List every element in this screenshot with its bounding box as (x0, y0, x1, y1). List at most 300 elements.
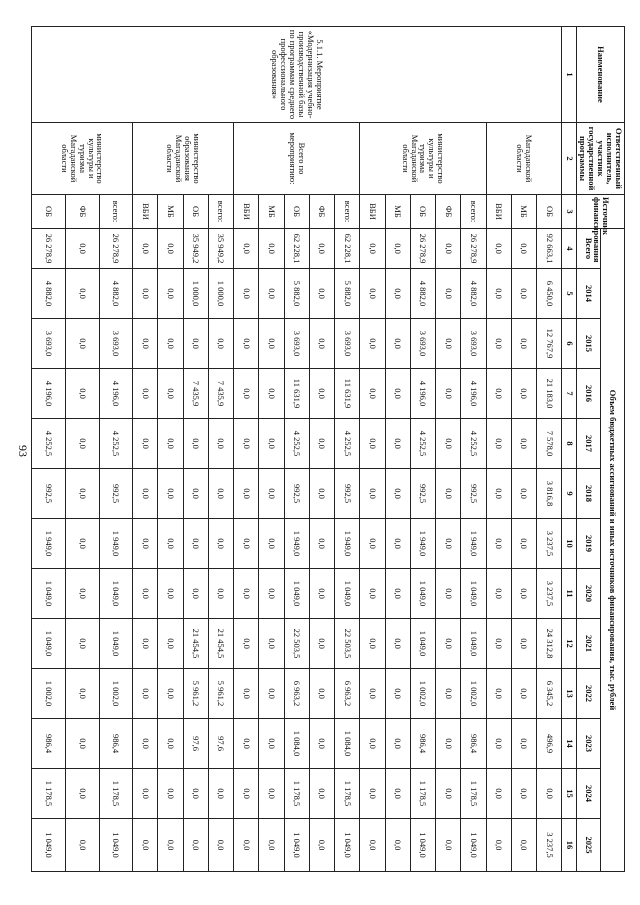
value-cell: 1 049,0 (410, 569, 435, 619)
index-cell: 11 (562, 569, 577, 619)
value-cell: 0,0 (436, 419, 461, 469)
value-cell: 0,0 (360, 769, 385, 819)
value-cell: 6 963,2 (284, 669, 309, 719)
value-cell: 0,0 (133, 419, 158, 469)
value-cell: 5 882,0 (284, 269, 309, 319)
value-cell: 1 049,0 (32, 619, 66, 669)
header-year: 2021 (577, 619, 601, 669)
value-cell: 0,0 (511, 569, 536, 619)
source-cell: всего: (208, 195, 233, 229)
value-cell: 992,5 (335, 469, 360, 519)
value-cell: 0,0 (385, 719, 410, 769)
header-total: Всего (577, 229, 601, 269)
value-cell: 0,0 (65, 569, 99, 619)
value-cell: 0,0 (65, 419, 99, 469)
total-cell: 26 278,9 (99, 229, 133, 269)
value-cell: 0,0 (234, 569, 259, 619)
value-cell: 986,4 (32, 719, 66, 769)
value-cell: 3 693,0 (461, 319, 486, 369)
value-cell: 0,0 (133, 719, 158, 769)
value-cell: 0,0 (511, 419, 536, 469)
value-cell: 0,0 (65, 269, 99, 319)
header-source: Источник финансирования (577, 195, 625, 229)
value-cell: 0,0 (309, 319, 334, 369)
value-cell: 1 949,0 (461, 519, 486, 569)
value-cell: 0,0 (158, 319, 183, 369)
value-cell: 3 237,5 (537, 569, 562, 619)
value-cell: 1 049,0 (32, 819, 66, 872)
index-cell: 10 (562, 519, 577, 569)
value-cell: 0,0 (158, 269, 183, 319)
value-cell: 4 252,5 (410, 419, 435, 469)
value-cell: 0,0 (486, 469, 511, 519)
header-name: Наименование (577, 27, 625, 123)
value-cell: 0,0 (511, 769, 536, 819)
value-cell: 0,0 (158, 619, 183, 669)
total-cell: 0,0 (486, 229, 511, 269)
value-cell: 0,0 (486, 319, 511, 369)
value-cell: 4 252,5 (461, 419, 486, 469)
value-cell: 0,0 (360, 469, 385, 519)
value-cell: 1 049,0 (335, 819, 360, 872)
value-cell: 0,0 (133, 469, 158, 519)
index-cell: 13 (562, 669, 577, 719)
index-cell: 5 (562, 269, 577, 319)
header-year: 2015 (577, 319, 601, 369)
value-cell: 0,0 (234, 269, 259, 319)
source-cell: МБ (259, 195, 284, 229)
index-cell: 1 (562, 27, 577, 123)
value-cell: 21 183,0 (537, 369, 562, 419)
value-cell: 0,0 (234, 719, 259, 769)
value-cell: 0,0 (65, 319, 99, 369)
source-cell: ВБИ (234, 195, 259, 229)
value-cell: 0,0 (158, 769, 183, 819)
index-cell: 2 (562, 123, 577, 195)
value-cell: 0,0 (183, 469, 208, 519)
source-cell: МБ (385, 195, 410, 229)
table-row (99, 27, 133, 872)
value-cell: 97,6 (208, 719, 233, 769)
value-cell: 0,0 (259, 719, 284, 769)
value-cell: 7 435,9 (183, 369, 208, 419)
source-cell: ФБ (65, 195, 99, 229)
value-cell: 6 345,2 (537, 669, 562, 719)
value-cell: 0,0 (385, 669, 410, 719)
index-cell: 6 (562, 319, 577, 369)
value-cell: 5 961,2 (183, 669, 208, 719)
value-cell: 1 049,0 (99, 619, 133, 669)
value-cell: 0,0 (436, 569, 461, 619)
value-cell: 0,0 (309, 519, 334, 569)
value-cell: 0,0 (183, 319, 208, 369)
value-cell: 3 693,0 (284, 319, 309, 369)
value-cell: 992,5 (284, 469, 309, 519)
value-cell: 0,0 (309, 419, 334, 469)
total-cell: 0,0 (65, 229, 99, 269)
value-cell: 3 693,0 (99, 319, 133, 369)
value-cell: 0,0 (309, 369, 334, 419)
index-cell: 3 (562, 195, 577, 229)
value-cell: 0,0 (65, 819, 99, 872)
source-cell: ФБ (436, 195, 461, 229)
total-cell: 62 228,1 (284, 229, 309, 269)
value-cell: 1 178,5 (99, 769, 133, 819)
value-cell: 0,0 (385, 769, 410, 819)
value-cell: 1 049,0 (99, 819, 133, 872)
value-cell: 0,0 (234, 669, 259, 719)
value-cell: 0,0 (158, 569, 183, 619)
value-cell: 0,0 (511, 269, 536, 319)
source-cell: ОБ (410, 195, 435, 229)
index-cell: 8 (562, 419, 577, 469)
value-cell: 0,0 (259, 519, 284, 569)
executor-cell: Магаданской области (486, 123, 562, 195)
value-cell: 11 631,9 (335, 369, 360, 419)
value-cell: 4 196,0 (99, 369, 133, 419)
value-cell: 0,0 (385, 419, 410, 469)
value-cell: 496,9 (537, 719, 562, 769)
value-cell: 3 237,5 (537, 519, 562, 569)
value-cell: 0,0 (486, 569, 511, 619)
value-cell: 6 963,2 (335, 669, 360, 719)
value-cell: 0,0 (385, 319, 410, 369)
total-cell: 26 278,9 (461, 229, 486, 269)
value-cell: 0,0 (309, 819, 334, 872)
value-cell: 0,0 (259, 369, 284, 419)
value-cell: 0,0 (486, 419, 511, 469)
index-cell: 9 (562, 469, 577, 519)
header-year: 2019 (577, 519, 601, 569)
value-cell: 1 000,0 (208, 269, 233, 319)
executor-cell: министерство культуры и туризма Магаданской области (360, 123, 486, 195)
value-cell: 0,0 (234, 419, 259, 469)
index-cell: 15 (562, 769, 577, 819)
value-cell: 1 049,0 (461, 569, 486, 619)
header-year: 2014 (577, 269, 601, 319)
table-row (208, 27, 233, 872)
value-cell: 0,0 (259, 319, 284, 369)
value-cell: 21 454,5 (208, 619, 233, 669)
value-cell: 1 049,0 (32, 569, 66, 619)
index-cell: 4 (562, 229, 577, 269)
total-cell: 0,0 (158, 229, 183, 269)
table-row (537, 27, 562, 872)
table-row (461, 27, 486, 872)
value-cell: 0,0 (208, 769, 233, 819)
value-cell: 0,0 (360, 269, 385, 319)
value-cell: 4 196,0 (461, 369, 486, 419)
value-cell: 0,0 (486, 369, 511, 419)
value-cell: 0,0 (133, 669, 158, 719)
value-cell: 0,0 (309, 569, 334, 619)
total-cell: 0,0 (385, 229, 410, 269)
total-cell: 26 278,9 (410, 229, 435, 269)
value-cell: 0,0 (208, 569, 233, 619)
value-cell: 0,0 (309, 719, 334, 769)
source-cell: ОБ (537, 195, 562, 229)
value-cell: 24 312,8 (537, 619, 562, 669)
value-cell: 0,0 (385, 819, 410, 872)
value-cell: 0,0 (259, 619, 284, 669)
value-cell: 0,0 (234, 469, 259, 519)
table-row (335, 27, 360, 872)
value-cell: 0,0 (158, 369, 183, 419)
value-cell: 0,0 (385, 269, 410, 319)
value-cell: 0,0 (65, 719, 99, 769)
value-cell: 992,5 (410, 469, 435, 519)
value-cell: 0,0 (360, 419, 385, 469)
value-cell: 0,0 (234, 319, 259, 369)
value-cell: 0,0 (360, 619, 385, 669)
value-cell: 0,0 (360, 819, 385, 872)
value-cell: 97,6 (183, 719, 208, 769)
value-cell: 1 178,5 (410, 769, 435, 819)
value-cell: 4 252,5 (32, 419, 66, 469)
value-cell: 22 503,5 (335, 619, 360, 669)
value-cell: 0,0 (234, 369, 259, 419)
total-cell: 0,0 (360, 229, 385, 269)
executor-cell: министерство культуры и туризма Магаданской области (32, 123, 133, 195)
rotated-page (44, 26, 625, 871)
value-cell: 0,0 (385, 469, 410, 519)
value-cell: 0,0 (436, 769, 461, 819)
value-cell: 4 196,0 (32, 369, 66, 419)
value-cell: 11 631,9 (284, 369, 309, 419)
value-cell: 0,0 (158, 719, 183, 769)
value-cell: 0,0 (309, 469, 334, 519)
value-cell: 1 049,0 (284, 819, 309, 872)
source-cell: ОБ (32, 195, 66, 229)
total-cell: 0,0 (133, 229, 158, 269)
total-cell: 0,0 (436, 229, 461, 269)
source-cell: ВБИ (486, 195, 511, 229)
value-cell: 0,0 (65, 519, 99, 569)
value-cell: 1 049,0 (335, 569, 360, 619)
value-cell: 0,0 (158, 669, 183, 719)
value-cell: 1 002,0 (32, 669, 66, 719)
value-cell: 0,0 (360, 519, 385, 569)
value-cell: 0,0 (234, 619, 259, 669)
source-cell: всего: (335, 195, 360, 229)
value-cell: 0,0 (385, 619, 410, 669)
value-cell: 0,0 (259, 269, 284, 319)
value-cell: 7 578,0 (537, 419, 562, 469)
source-cell: всего: (461, 195, 486, 229)
total-cell: 35 949,2 (183, 229, 208, 269)
value-cell: 0,0 (511, 619, 536, 669)
value-cell: 1 949,0 (99, 519, 133, 569)
value-cell: 0,0 (133, 569, 158, 619)
source-cell: ФБ (309, 195, 334, 229)
value-cell: 0,0 (486, 769, 511, 819)
value-cell: 3 693,0 (410, 319, 435, 369)
value-cell: 0,0 (259, 569, 284, 619)
value-cell: 4 882,0 (461, 269, 486, 319)
value-cell: 1 949,0 (335, 519, 360, 569)
value-cell: 3 816,8 (537, 469, 562, 519)
value-cell: 0,0 (259, 419, 284, 469)
value-cell: 0,0 (208, 319, 233, 369)
index-cell: 7 (562, 369, 577, 419)
value-cell: 992,5 (461, 469, 486, 519)
source-cell: ОБ (284, 195, 309, 229)
value-cell: 0,0 (436, 669, 461, 719)
index-cell: 14 (562, 719, 577, 769)
value-cell: 1 049,0 (284, 569, 309, 619)
value-cell: 1 949,0 (410, 519, 435, 569)
value-cell: 1 178,5 (32, 769, 66, 819)
value-cell: 4 252,5 (284, 419, 309, 469)
value-cell: 1 049,0 (99, 569, 133, 619)
value-cell: 0,0 (436, 469, 461, 519)
value-cell: 4 882,0 (32, 269, 66, 319)
value-cell: 0,0 (259, 669, 284, 719)
value-cell: 0,0 (259, 469, 284, 519)
header-year: 2022 (577, 669, 601, 719)
value-cell: 0,0 (183, 769, 208, 819)
value-cell: 0,0 (158, 419, 183, 469)
header-year: 2025 (577, 819, 601, 872)
financing-table (31, 26, 625, 872)
value-cell: 5 961,2 (208, 669, 233, 719)
value-cell: 0,0 (436, 369, 461, 419)
table-body (32, 27, 577, 872)
value-cell: 0,0 (436, 719, 461, 769)
value-cell: 0,0 (436, 819, 461, 872)
value-cell: 0,0 (309, 269, 334, 319)
value-cell: 0,0 (65, 619, 99, 669)
value-cell: 0,0 (65, 669, 99, 719)
total-cell: 0,0 (309, 229, 334, 269)
value-cell: 0,0 (234, 819, 259, 872)
value-cell: 1 178,5 (461, 769, 486, 819)
value-cell: 0,0 (309, 669, 334, 719)
value-cell: 4 882,0 (410, 269, 435, 319)
value-cell: 0,0 (486, 269, 511, 319)
header-volume: Объем бюджетных ассигнований и иных источников финансирования, тыс. рублей (601, 229, 625, 872)
value-cell: 0,0 (486, 619, 511, 669)
value-cell: 992,5 (32, 469, 66, 519)
value-cell: 0,0 (436, 619, 461, 669)
value-cell: 0,0 (133, 619, 158, 669)
value-cell: 0,0 (65, 369, 99, 419)
header-year: 2020 (577, 569, 601, 619)
value-cell: 1 002,0 (461, 669, 486, 719)
value-cell: 0,0 (385, 369, 410, 419)
index-cell: 16 (562, 819, 577, 872)
total-cell: 0,0 (234, 229, 259, 269)
value-cell: 0,0 (133, 819, 158, 872)
value-cell: 0,0 (65, 769, 99, 819)
value-cell: 986,4 (99, 719, 133, 769)
value-cell: 0,0 (133, 769, 158, 819)
value-cell: 1 049,0 (461, 619, 486, 669)
value-cell: 1 949,0 (284, 519, 309, 569)
value-cell: 0,0 (183, 519, 208, 569)
value-cell: 7 435,9 (208, 369, 233, 419)
value-cell: 0,0 (436, 319, 461, 369)
header-year: 2017 (577, 419, 601, 469)
value-cell: 0,0 (511, 469, 536, 519)
value-cell: 3 693,0 (335, 319, 360, 369)
value-cell: 1 084,0 (335, 719, 360, 769)
value-cell: 0,0 (360, 319, 385, 369)
value-cell: 0,0 (259, 819, 284, 872)
value-cell: 986,4 (461, 719, 486, 769)
value-cell: 4 882,0 (99, 269, 133, 319)
value-cell: 0,0 (511, 669, 536, 719)
page-number: 93 (16, 445, 30, 457)
value-cell: 0,0 (208, 469, 233, 519)
value-cell: 1 002,0 (410, 669, 435, 719)
value-cell: 0,0 (65, 469, 99, 519)
value-cell: 0,0 (511, 819, 536, 872)
value-cell: 0,0 (511, 719, 536, 769)
value-cell: 0,0 (385, 519, 410, 569)
total-cell: 35 949,2 (208, 229, 233, 269)
value-cell: 0,0 (183, 419, 208, 469)
value-cell: 0,0 (537, 769, 562, 819)
source-cell: ВБИ (133, 195, 158, 229)
value-cell: 986,4 (410, 719, 435, 769)
measure-name: 5.1.1. Мероприятие «Модернизация учебно-производственной базы по программам среднего профессионального образования» (32, 27, 562, 123)
executor-cell: министерство образования Магаданской области (133, 123, 234, 195)
value-cell: 992,5 (99, 469, 133, 519)
value-cell: 1 949,0 (32, 519, 66, 569)
value-cell: 4 252,5 (335, 419, 360, 469)
header-year: 2023 (577, 719, 601, 769)
value-cell: 0,0 (309, 769, 334, 819)
value-cell: 0,0 (385, 569, 410, 619)
value-cell: 5 882,0 (335, 269, 360, 319)
value-cell: 1 049,0 (410, 819, 435, 872)
value-cell: 1 002,0 (99, 669, 133, 719)
value-cell: 0,0 (208, 819, 233, 872)
value-cell: 0,0 (360, 669, 385, 719)
value-cell: 0,0 (511, 519, 536, 569)
value-cell: 0,0 (436, 269, 461, 319)
value-cell: 0,0 (486, 669, 511, 719)
value-cell: 0,0 (158, 819, 183, 872)
value-cell: 0,0 (436, 519, 461, 569)
value-cell: 0,0 (208, 419, 233, 469)
source-cell: ОБ (183, 195, 208, 229)
value-cell: 4 252,5 (99, 419, 133, 469)
value-cell: 3 693,0 (32, 319, 66, 369)
value-cell: 0,0 (360, 569, 385, 619)
index-cell: 12 (562, 619, 577, 669)
total-cell: 92 663,1 (537, 229, 562, 269)
source-cell: МБ (511, 195, 536, 229)
value-cell: 0,0 (183, 569, 208, 619)
value-cell: 21 454,5 (183, 619, 208, 669)
total-cell: 62 228,1 (335, 229, 360, 269)
value-cell: 0,0 (360, 719, 385, 769)
value-cell: 1 000,0 (183, 269, 208, 319)
value-cell: 0,0 (133, 519, 158, 569)
value-cell: 0,0 (234, 769, 259, 819)
value-cell: 0,0 (309, 619, 334, 669)
value-cell: 1 178,5 (335, 769, 360, 819)
value-cell: 12 767,9 (537, 319, 562, 369)
source-cell: всего: (99, 195, 133, 229)
source-cell: ВБИ (360, 195, 385, 229)
value-cell: 3 237,5 (537, 819, 562, 872)
header-year: 2024 (577, 769, 601, 819)
value-cell: 0,0 (133, 319, 158, 369)
value-cell: 1 084,0 (284, 719, 309, 769)
